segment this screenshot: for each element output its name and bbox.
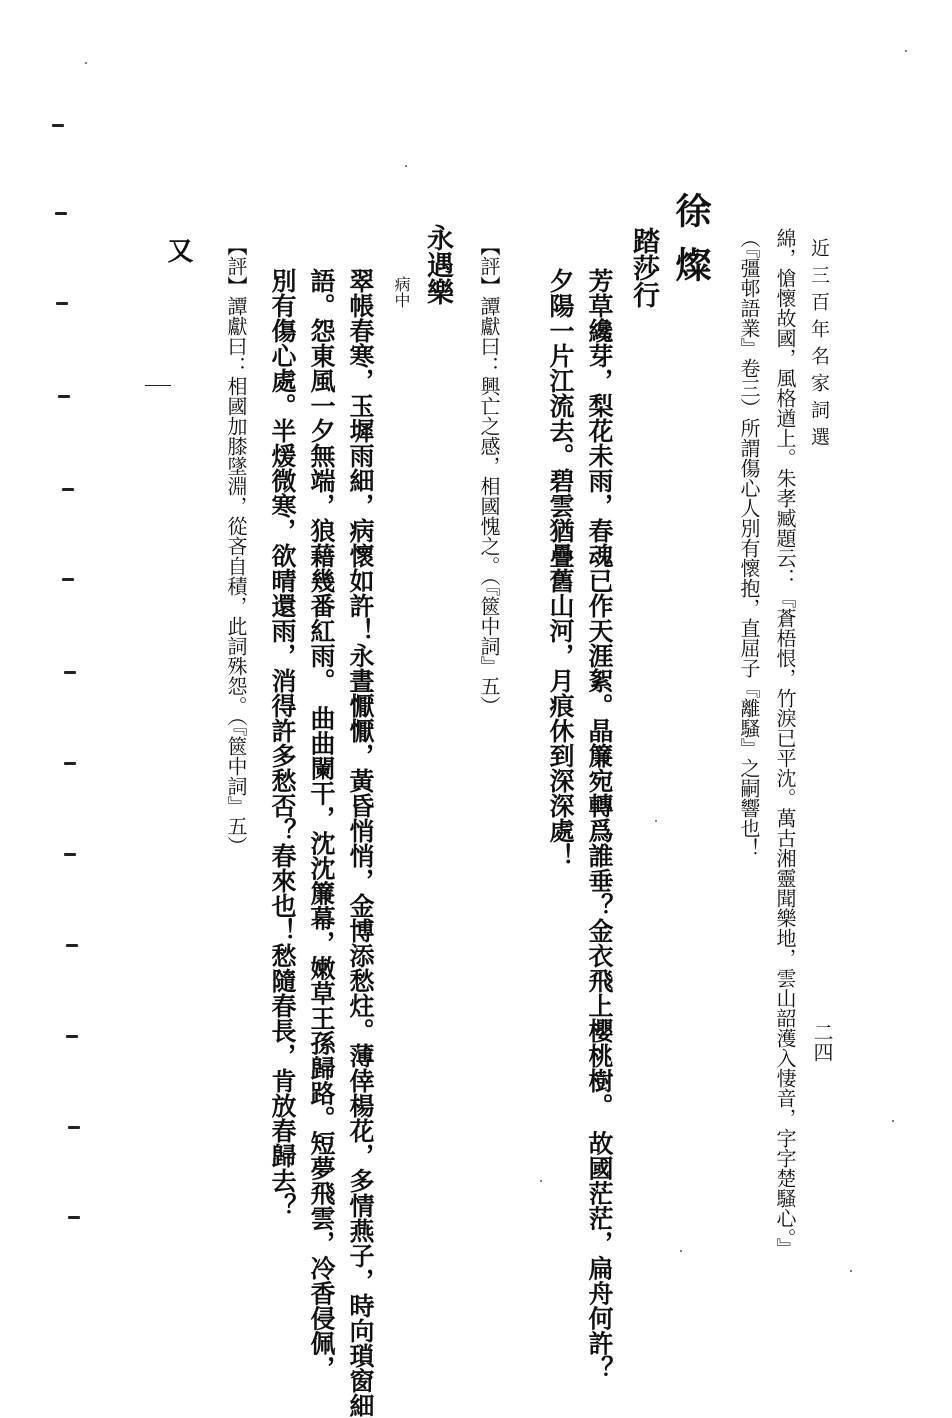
title-dash — [145, 385, 171, 386]
poem-line: 別有傷心處。半煖微寒，欲晴還雨，消得許多愁否？春來也！愁隨春長，肯放春歸去？ — [268, 268, 297, 1218]
poem-line: 芳草纔芽，梨花未雨，春魂已作天涯絮。晶簾宛轉爲誰垂？金衣飛上櫻桃樹。 故國茫茫，扁舟何許？ — [585, 268, 614, 1381]
binding-mark — [55, 212, 67, 215]
binding-mark — [64, 853, 76, 856]
running-header: 近三百年名家詞選 — [808, 238, 830, 454]
poem-commentary: 【評】譚獻曰：相國加膝墜淵，從吝自積，此詞殊怨。（『篋中詞』五） — [224, 236, 248, 856]
binding-mark — [64, 671, 76, 674]
poem-title-you: 又 — [163, 237, 193, 263]
poem-line: 語。怨東風一夕無端，狼藉幾番紅雨。 曲曲闌干，沈沈簾幕，嫩草王孫歸路。短夢飛雲，冷香侵佩， — [307, 268, 336, 1381]
scan-speck — [680, 1250, 682, 1252]
scan-speck — [850, 1270, 852, 1272]
binding-mark — [52, 124, 64, 127]
binding-mark — [58, 395, 70, 398]
scan-speck — [892, 1120, 894, 1122]
page-number: 二四 — [810, 1022, 834, 1062]
poem-title-tasuoxing: 踏莎行 — [628, 227, 659, 308]
scan-speck — [905, 50, 907, 52]
binding-mark — [66, 944, 78, 947]
scan-speck — [85, 62, 87, 64]
binding-mark — [66, 1035, 78, 1038]
binding-mark — [68, 1126, 80, 1129]
binding-mark — [68, 1216, 80, 1219]
prior-commentary-line-1: 綿，愴懷故國，風格遒上。朱孝臧題云：『蒼梧恨，竹淚已平沈。萬古湘靈聞樂地，雲山韶濩入悽音，字字楚騷心。』 — [773, 228, 797, 1258]
author-name: 徐燦 — [670, 192, 712, 300]
scan-speck — [655, 820, 657, 822]
binding-mark — [64, 762, 76, 765]
poem-line: 翠帳春寒，玉墀雨細，病懷如許！永晝懨懨，黃昏悄悄，金博添愁炷。薄倖楊花，多情燕子，時向瑣窗細 — [346, 268, 375, 1418]
scan-speck — [540, 1180, 542, 1182]
binding-mark — [62, 578, 74, 581]
binding-mark — [62, 488, 74, 491]
poem-subtitle: 病中 — [392, 276, 411, 308]
scan-speck — [405, 165, 407, 167]
binding-mark — [56, 302, 68, 305]
poem-line: 夕陽一片江流去。碧雲猶疊舊山河，月痕休到深深處！ — [546, 268, 575, 868]
poem-commentary: 【評】譚獻曰：興亡之感，相國愧之。（『篋中詞』五） — [477, 236, 501, 716]
prior-commentary-line-2: （『彊邨語業』卷三）所謂傷心人別有懷抱，直屈子『離騷』之嗣響也！ — [737, 228, 761, 858]
poem-title-yongyule: 永遇樂 — [422, 224, 453, 305]
